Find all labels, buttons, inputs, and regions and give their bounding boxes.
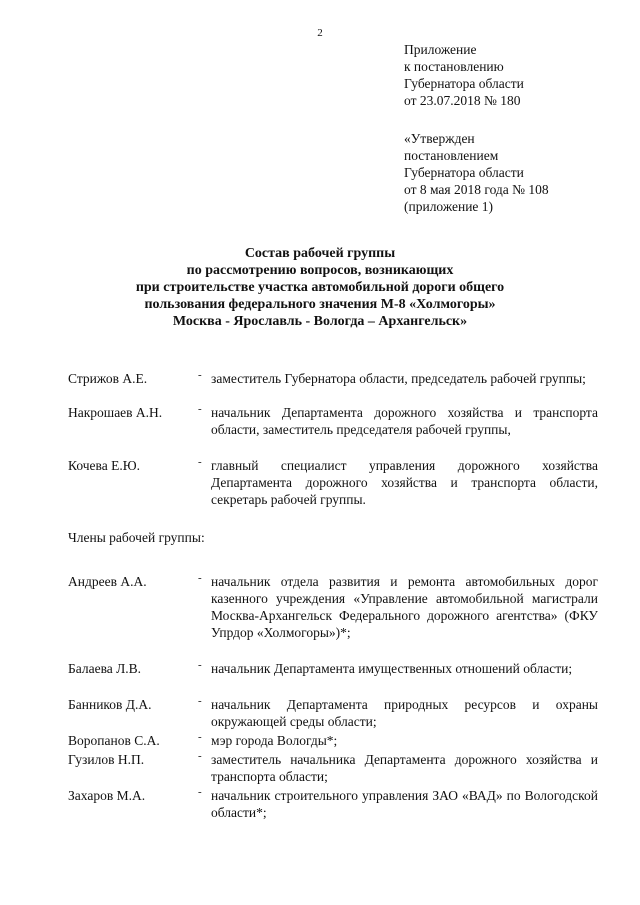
member-role: мэр города Вологды*; (211, 733, 338, 748)
members-heading: Члены рабочей группы: (68, 530, 205, 545)
member-role: начальник строительного управления ЗАО «ВАД» по Вологодской области*; (211, 788, 598, 820)
title-line: Состав рабочей группы (244, 246, 396, 261)
appendix-line: от 23.07.2018 № 180 (404, 93, 521, 108)
member-name: Воропанов С.А. (68, 733, 160, 748)
approval-line: «Утвержден (404, 131, 475, 146)
separator-dash: - (198, 695, 202, 707)
member-role: начальник Департамента дорожного хозяйства и транспорта области, заместитель председателя рабочей группы, (211, 405, 598, 437)
member-name: Накрошаев А.Н. (68, 405, 163, 420)
member-role: заместитель начальника Департамента дорожного хозяйства и транспорта области; (211, 752, 598, 784)
separator-dash: - (198, 750, 202, 762)
member-name: Стрижов А.Е. (68, 371, 148, 386)
title-line: пользования федерального значения М-8 «Холмогоры» (144, 297, 496, 312)
member-name: Гузилов Н.П. (68, 752, 145, 767)
appendix-block (404, 41, 524, 109)
approval-line: постановлением (404, 148, 499, 163)
member-name: Балаева Л.В. (68, 661, 142, 676)
separator-dash: - (198, 403, 202, 415)
title-line: по рассмотрению вопросов, возникающих (186, 263, 454, 278)
member-name: Кочева Е.Ю. (68, 458, 140, 473)
member-role: начальник Департамента имущественных отношений области; (211, 661, 573, 676)
separator-dash: - (198, 659, 202, 671)
appendix-line: Губернатора области (404, 76, 524, 91)
member-role: начальник отдела развития и ремонта автомобильных дорог казенного учреждения «Управление автомобильной магистрали Москва-Архангельск Федерального дорожного агентства» (ФКУ Упрдор «Холмогоры»)*; (211, 574, 598, 640)
title-line: Москва - Ярославль - Вологда – Архангельск» (172, 314, 468, 329)
member-role: заместитель Губернатора области, председатель рабочей группы; (211, 371, 586, 386)
approval-line: Губернатора области (404, 165, 524, 180)
member-name: Банников Д.А. (68, 697, 152, 712)
approval-line: от 8 мая 2018 года № 108 (404, 182, 549, 197)
separator-dash: - (198, 786, 202, 798)
separator-dash: - (198, 456, 202, 468)
appendix-line: к постановлению (404, 59, 504, 74)
member-role: главный специалист управления дорожного хозяйства Департамента дорожного хозяйства и транспорта области, секретарь рабочей группы. (211, 458, 598, 507)
appendix-line: Приложение (404, 42, 477, 57)
member-role: начальник Департамента природных ресурсов и охраны окружающей среды области; (211, 697, 598, 729)
document-title (80, 245, 560, 330)
page-number: 2 (317, 27, 323, 39)
title-line: при строительстве участка автомобильной дороги общего (135, 280, 505, 295)
approval-block (404, 130, 549, 215)
separator-dash: - (198, 572, 202, 584)
separator-dash: - (198, 369, 202, 381)
member-name: Андреев А.А. (68, 574, 147, 589)
approval-line: (приложение 1) (404, 199, 494, 214)
separator-dash: - (198, 731, 202, 743)
member-name: Захаров М.А. (68, 788, 146, 803)
